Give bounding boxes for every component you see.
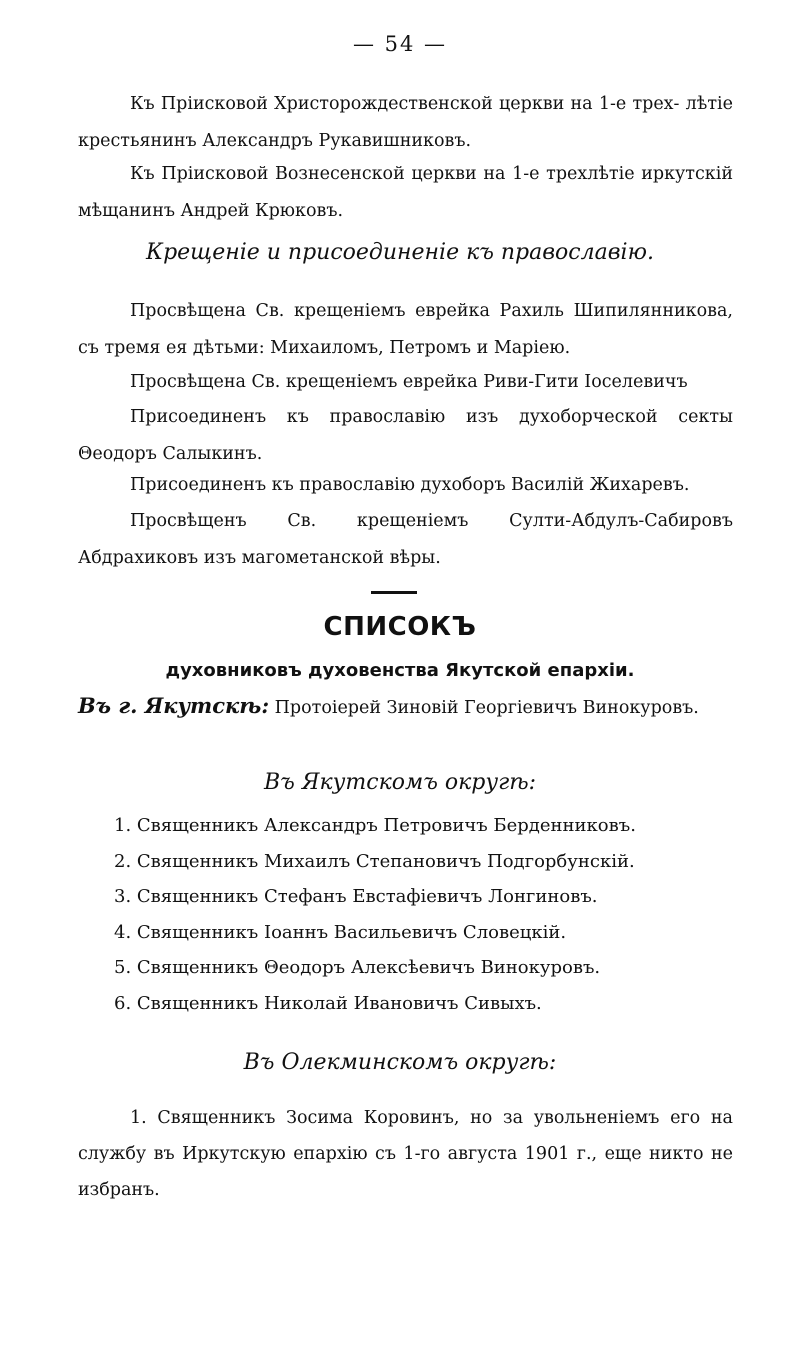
priest-list-yakutsk [114, 815, 714, 1028]
list-item: 6. Священникъ Николай Ивановичъ Сивыхъ. [114, 992, 542, 1014]
paragraph-baptism-3: Присоединенъ къ православiю изъ духоборческой секты Θеодоръ Салыкинъ. [78, 407, 733, 464]
list-item: 2. Священникъ Михаилъ Степановичъ Подгорбунскiй. [114, 850, 635, 872]
section-title-baptism: Крещенiе и присоединенiе къ православiю. [146, 240, 654, 265]
list-item: 1. Священникъ Александръ Петровичъ Берденниковъ. [114, 815, 636, 836]
yakutsk-city-entry [78, 688, 733, 726]
paragraph-church-2: Къ Прiисковой Вознесенской церкви на 1-е трехлѣтiе иркутскiй мѣщанинъ Андрей Крюковъ. [78, 164, 733, 221]
paragraph-baptism-1: Просвѣщена Св. крещенiемъ еврейка Рахиль Шипилянникова, съ тремя ея дѣтьми: Михаиломъ, Петромъ и Марiею. [78, 301, 733, 358]
district-title-olekma: Въ Олекминскомъ округѣ: [243, 1050, 557, 1075]
list-item: 3. Священникъ Стефанъ Евстафiевичъ Лонгиновъ. [114, 886, 598, 907]
paragraph-church-1: Къ Прiисковой Христорождественской церкви на 1-е трех- лѣтiе крестьянинъ Александръ Рукавишниковъ. [78, 94, 733, 151]
list-item: 4. Священникъ Iоаннъ Васильевичъ Словецкiй. [114, 921, 567, 943]
district-title-yakutsk: Въ Якутскомъ округѣ: [263, 770, 537, 795]
paragraph-baptism-2: Просвѣщена Св. крещенiемъ еврейка Риви-Гити Iоселевичъ [130, 372, 688, 392]
yakutsk-city-lead: Въ г. Якутскѣ: [78, 693, 270, 718]
section-divider [371, 591, 417, 594]
paragraph-baptism-4: Присоединенъ къ православiю духоборъ Василiй Жихаревъ. [130, 475, 690, 495]
list-item: 5. Священникъ Θеодоръ Алексѣевичъ Винокуровъ. [114, 957, 601, 978]
paragraph-baptism-5: Просвѣщенъ Св. крещенiемъ Султи-Абдулъ-Сабировъ Абдрахиковъ изъ магометанской вѣры. [78, 511, 733, 568]
olekma-entry: 1. Священникъ Зосима Коровинъ, но за увольненiемъ его на службу въ Иркутскую епархiю съ 1-го августа 1901 г., еще никто не избранъ. [78, 1108, 733, 1200]
page-number: — 54 — [352, 32, 448, 56]
list-subtitle: духовниковъ духовенства Якутской епархiи. [165, 660, 635, 681]
yakutsk-city-text: Протоiерей Зиновiй Георгiевичъ Винокуровъ. [269, 698, 699, 718]
list-title: СПИСОКЪ [323, 612, 477, 642]
